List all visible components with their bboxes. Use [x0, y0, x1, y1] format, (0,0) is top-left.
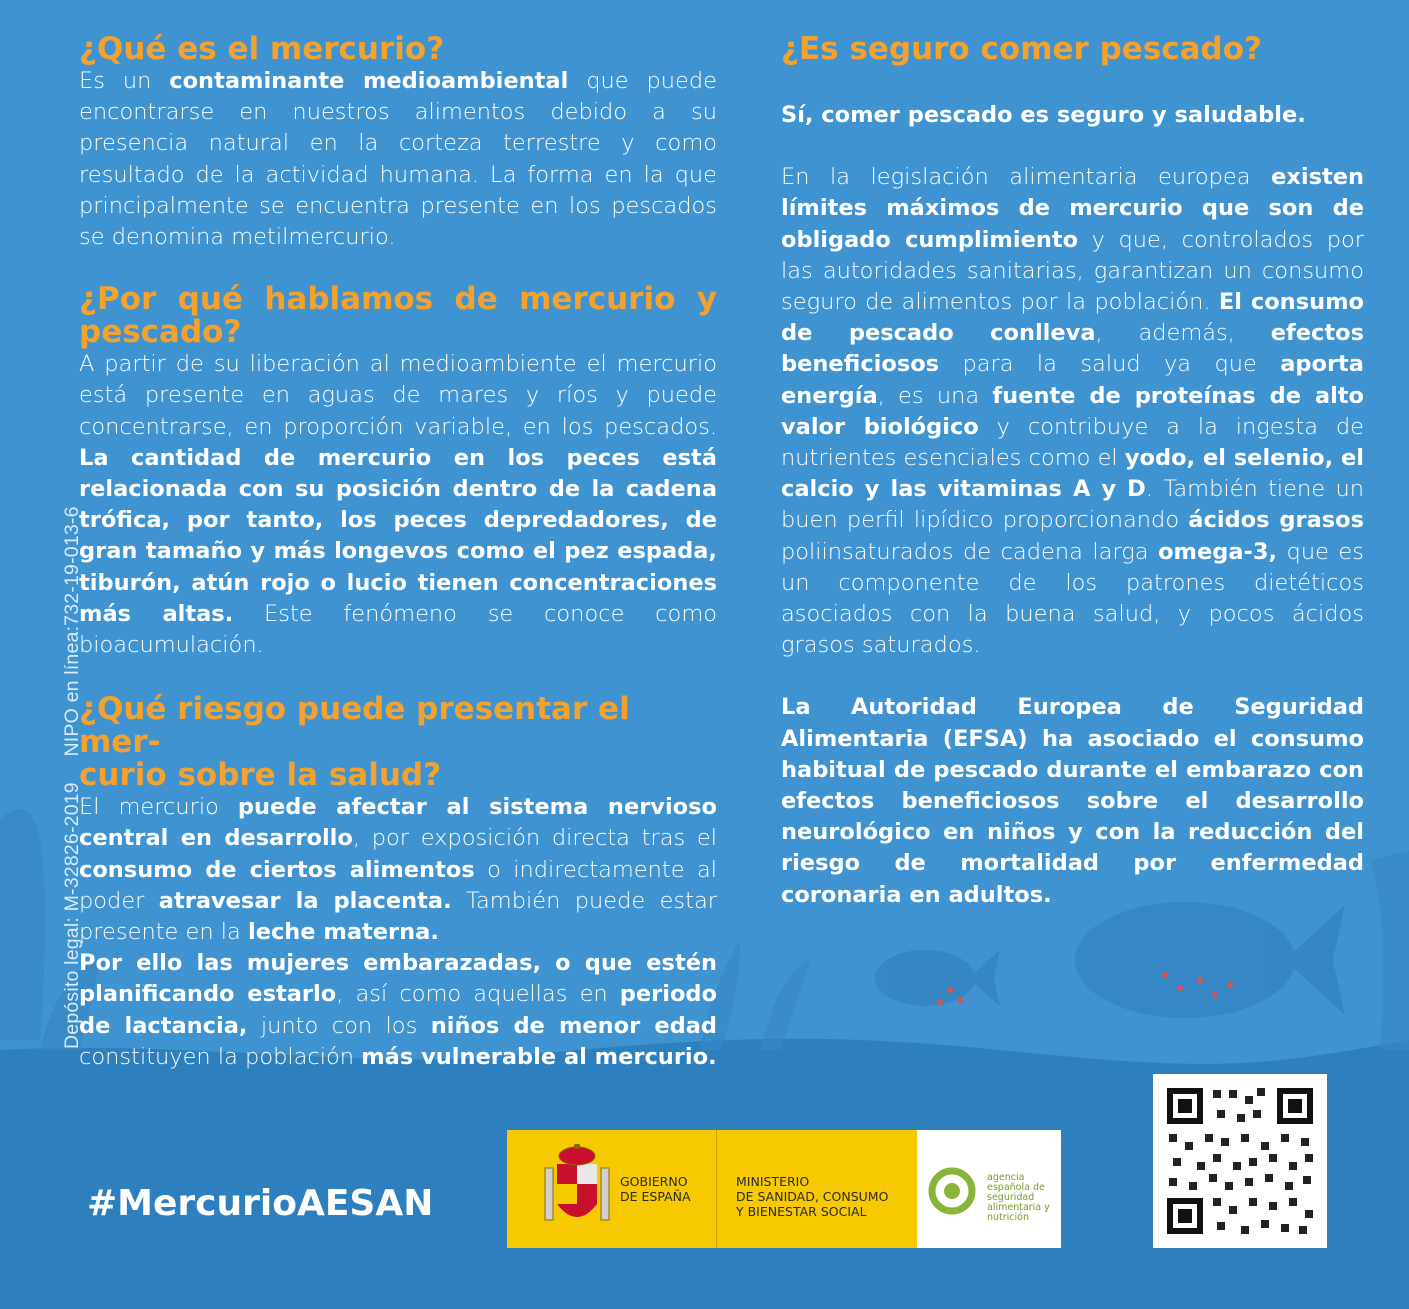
aesan-logo: agencia española de seguridad alimentaria y nutrición: [917, 1130, 1061, 1248]
section-title-por-que: ¿Por qué hablamos de mercurio y: [79, 281, 717, 318]
paragraph-mercurio: Es un contaminante medioambiental que puede encontrarse en nuestros alimentos debido a su presencia natural en la corteza terrestre y como resultado de la actividad humana. La forma en la que principalmente se encuentra presente en los pescados se denomina metilmercurio.: [79, 68, 718, 251]
coat-of-arms-icon: [537, 1144, 617, 1234]
ministerio-label: MINISTERIO DE SANIDAD, CONSUMO Y BIENESTAR SOCIAL: [736, 1174, 889, 1219]
deposito-legal: Depósito legal: M-32826-2019: [61, 782, 83, 1049]
paragraph-por-que: A partir de su liberación al medioambiente el mercurio está presente en aguas de mares y ríos y puede concentrarse, en proporción variable, en los pescados. La cantidad de mercurio en los peces está relacionada con su posición dentro de la cadena trófica, por tanto, los peces depredadores, de gran tamaño y más longevos como el pez espada, tiburón, atún rojo o lucio tienen concentraciones más altas. Este fenómeno se conoce como bioacumulación.: [79, 351, 717, 659]
section-title-seguro: ¿Es seguro comer pescado?: [781, 31, 1263, 67]
section-title-riesgo-line2: curio sobre la salud?: [79, 757, 442, 794]
government-logo-band: [507, 1130, 917, 1248]
gobierno-label: GOBIERNO DE ESPAÑA: [620, 1174, 691, 1204]
hashtag: #MercurioAESAN: [87, 1183, 434, 1224]
section-title-por-que-line2: pescado?: [79, 314, 242, 351]
paragraph-legislacion: En la legislación alimentaria europea existen límites máximos de mercurio que son de obligado cumplimiento y que, controlados por las autoridades sanitarias, garantizan un consumo seguro de alimentos por la población. El consumo de pescado conlleva, además, efectos beneficiosos para la salud ya que aporta energía, es una fuente de proteínas de alto valor biológico y contribuye a la ingesta de nutrientes esenciales como el yodo, el selenio, el calcio y las vitaminas A y D. También tiene un buen perfil lipídico proporcionando ácidos grasos poliinsaturados de cadena larga omega-3, que es un componente de los patrones dietéticos asociados con la buena salud, y pocos ácidos grasos saturados.: [781, 164, 1365, 659]
qr-code-icon: [1153, 1074, 1327, 1248]
left-column: [79, 33, 717, 1073]
aesan-logo-icon: [927, 1166, 977, 1216]
paragraph-riesgo: El mercurio puede afectar al sistema nervioso central en desarrollo, por exposición directa tras el consumo de ciertos alimentos o indirectamente al poder atravesar la placenta. También puede estar presente en la leche materna.: [79, 794, 717, 946]
nipo: NIPO en línea:732-19-013-6: [61, 506, 83, 757]
lead-text: Sí, comer pescado es seguro y saludable.: [781, 102, 1306, 128]
paragraph-efsa: La Autoridad Europea de Seguridad Alimentaria (EFSA) ha asociado el consumo habitual de pescado durante el embarazo con efectos beneficiosos sobre el desarrollo neurológico en niños y con la reducción del riesgo de mortalidad por enfermedad coronaria en adultos.: [781, 694, 1364, 908]
section-title-mercurio: ¿Qué es el mercurio?: [79, 31, 445, 67]
right-column: [781, 33, 1364, 911]
section-title-riesgo: ¿Qué riesgo puede presentar el mer-: [79, 691, 630, 761]
qr-code[interactable]: [1153, 1074, 1327, 1248]
paragraph-vulnerables: Por ello las mujeres embarazadas, o que estén planificando estarlo, así como aquellas en periodo de lactancia, junto con los niños de menor edad constituyen la población más vulnerable al mercurio.: [79, 950, 717, 1070]
